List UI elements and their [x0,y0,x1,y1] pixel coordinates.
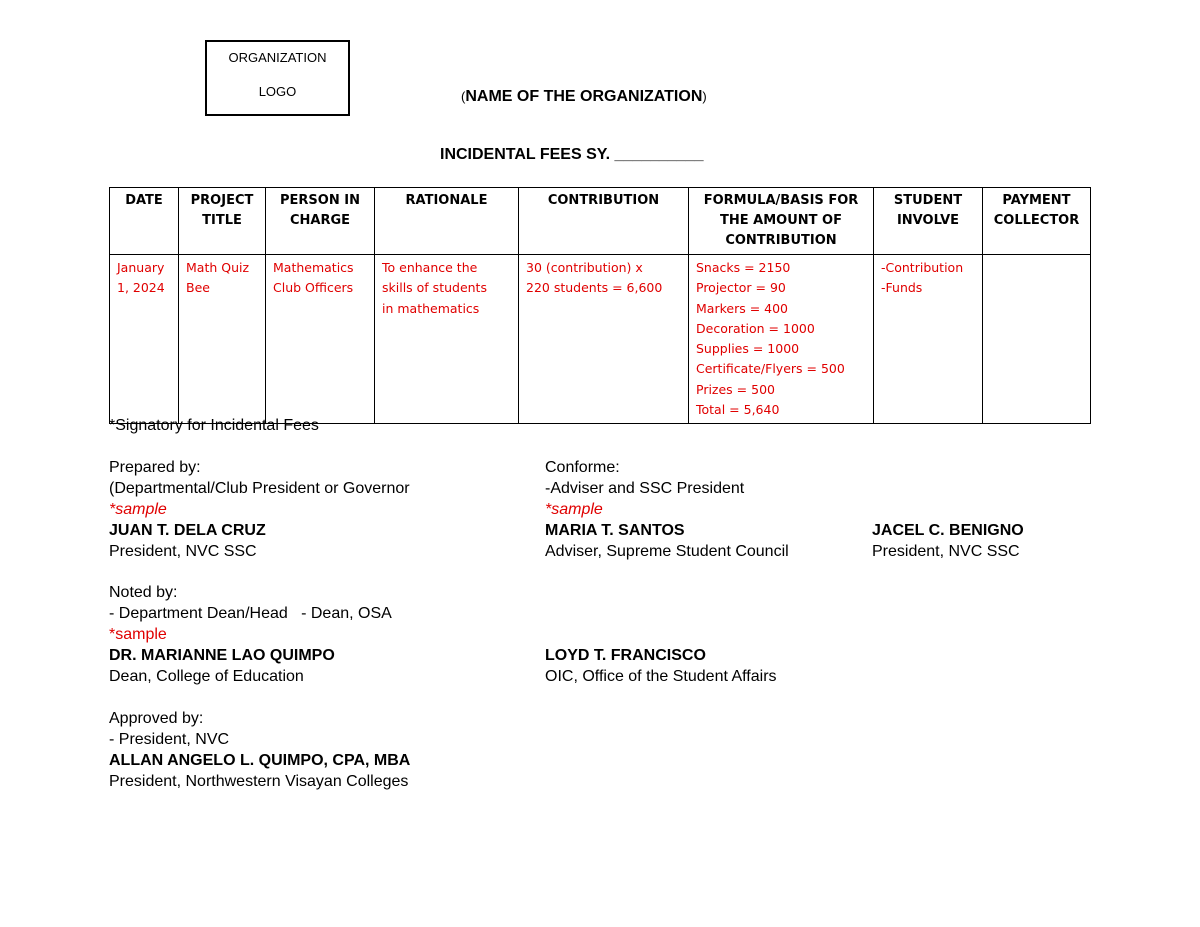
cell-project-title: Math Quiz Bee [179,255,266,424]
cell-payment-collector [983,255,1091,424]
header-formula: FORMULA/BASIS FOR THE AMOUNT OF CONTRIBUTION [689,188,874,255]
conforme-name-1: MARIA T. SANTOS [545,522,685,539]
header-contribution: CONTRIBUTION [519,188,689,255]
conforme-name-2: JACEL C. BENIGNO [872,522,1024,539]
conforme-sample: *sample [545,501,603,518]
noted-name-2: LOYD T. FRANCISCO [545,647,706,664]
conforme-label: Conforme: [545,459,620,476]
approved-role: - President, NVC [109,731,230,748]
cell-person-in-charge: Mathematics Club Officers [266,255,375,424]
header-payment-collector: PAYMENT COLLECTOR [983,188,1091,255]
organization-logo-placeholder [205,40,350,116]
conforme-role: -Adviser and SSC President [545,480,745,497]
signatory-note: *Signatory for Incidental Fees [109,417,319,434]
cell-date: January 1, 2024 [110,255,179,424]
noted-title-2: OIC, Office of the Student Affairs [545,668,777,685]
header-person-in-charge: PERSON IN CHARGE [266,188,375,255]
noted-title-1: Dean, College of Education [109,668,304,685]
cell-student-involve: -Contribution -Funds [874,255,983,424]
prepared-label: Prepared by: [109,459,201,476]
header-project-title: PROJECT TITLE [179,188,266,255]
noted-label: Noted by: [109,584,178,601]
header-date: DATE [110,188,179,255]
cell-formula: Snacks = 2150 Projector = 90 Markers = 400 Decoration = 1000 Supplies = 1000 Certificate/Flyers = 500 Prizes = 500 Total = 5,640 [689,255,874,424]
logo-line-1: ORGANIZATION [228,50,327,65]
incidental-fees-table [109,187,1091,424]
table-header-row [110,188,1091,255]
approved-title: President, Northwestern Visayan Colleges [109,773,409,790]
approved-label: Approved by: [109,710,204,727]
noted-roles: - Department Dean/Head - Dean, OSA [109,605,392,622]
document-title: INCIDENTAL FEES SY. __________ [440,146,704,163]
prepared-title: President, NVC SSC [109,543,257,560]
noted-name-1: DR. MARIANNE LAO QUIMPO [109,647,335,664]
noted-sample: *sample [109,626,167,643]
prepared-role: (Departmental/Club President or Governor [109,480,410,497]
cell-contribution: 30 (contribution) x 220 students = 6,600 [519,255,689,424]
organization-name: (NAME OF THE ORGANIZATION) [461,88,707,105]
prepared-name: JUAN T. DELA CRUZ [109,522,266,539]
conforme-title-1: Adviser, Supreme Student Council [545,543,789,560]
conforme-title-2: President, NVC SSC [872,543,1020,560]
logo-line-2: LOGO [258,84,297,99]
approved-name: ALLAN ANGELO L. QUIMPO, CPA, MBA [109,752,411,769]
table-row [110,255,1091,424]
header-rationale: RATIONALE [375,188,519,255]
prepared-sample: *sample [109,501,167,518]
cell-rationale: To enhance the skills of students in mathematics [375,255,519,424]
header-student-involve: STUDENT INVOLVE [874,188,983,255]
